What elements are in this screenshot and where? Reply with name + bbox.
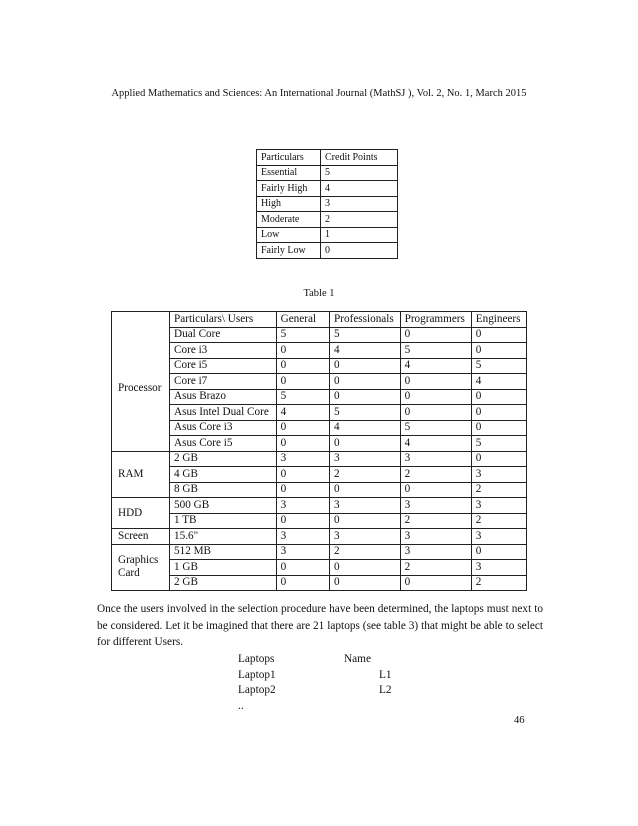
credit-table-row: [257, 212, 398, 228]
table-caption: Table 1: [303, 288, 335, 299]
score-cell: 2: [400, 560, 471, 576]
score-cell: 3: [276, 529, 329, 545]
score-cell: 0: [400, 389, 471, 405]
score-cell: 0: [330, 436, 401, 452]
main-table-row: [112, 436, 527, 452]
name-header-label: Name: [344, 653, 371, 665]
credit-table-header-cell: Credit Points: [321, 150, 398, 166]
component-cell: Core i5: [170, 358, 277, 374]
score-cell: 0: [276, 343, 329, 359]
score-cell: 2: [471, 482, 526, 498]
score-cell: 3: [471, 560, 526, 576]
score-cell: 0: [330, 560, 401, 576]
component-cell: 4 GB: [170, 467, 277, 483]
group-label-cell: Graphics Card: [112, 544, 170, 591]
component-cell: 2 GB: [170, 451, 277, 467]
credit-table-header-row: [257, 150, 398, 166]
score-cell: 5: [400, 343, 471, 359]
credit-table-cell: High: [257, 196, 321, 212]
main-table-row: [112, 405, 527, 421]
score-cell: 0: [276, 513, 329, 529]
score-cell: 0: [330, 389, 401, 405]
laptop-name: L1: [379, 668, 392, 681]
laptop-name: L2: [379, 684, 392, 696]
group-label-cell: Screen: [112, 529, 170, 545]
credit-table-cell: Moderate: [257, 212, 321, 228]
score-cell: 0: [400, 327, 471, 343]
component-cell: Asus Brazo: [170, 389, 277, 405]
score-cell: 5: [471, 358, 526, 374]
credit-table-cell: 4: [321, 181, 398, 197]
credit-table-cell: 5: [321, 165, 398, 181]
score-cell: 0: [276, 482, 329, 498]
score-cell: 0: [330, 575, 401, 591]
component-cell: 15.6": [170, 529, 277, 545]
score-cell: 0: [471, 389, 526, 405]
score-cell: 2: [330, 544, 401, 560]
score-cell: 3: [471, 498, 526, 514]
main-table-row: [112, 451, 527, 467]
main-table-header-cell: Programmers: [400, 312, 471, 328]
component-cell: Asus Intel Dual Core: [170, 405, 277, 421]
score-cell: 2: [400, 513, 471, 529]
score-cell: 3: [276, 544, 329, 560]
laptop-label: Laptop2: [238, 684, 276, 696]
score-cell: 2: [400, 467, 471, 483]
main-table-row: [112, 374, 527, 390]
score-cell: 0: [471, 343, 526, 359]
score-cell: 3: [400, 529, 471, 545]
score-cell: 3: [400, 498, 471, 514]
main-table-row: [112, 467, 527, 483]
component-cell: Asus Core i5: [170, 436, 277, 452]
score-cell: 5: [276, 389, 329, 405]
credit-table-cell: Low: [257, 227, 321, 243]
score-cell: 0: [276, 575, 329, 591]
laptop-label: Laptop1: [238, 668, 276, 681]
score-cell: 5: [400, 420, 471, 436]
score-cell: 0: [330, 482, 401, 498]
score-cell: 0: [276, 467, 329, 483]
component-cell: Asus Core i3: [170, 420, 277, 436]
score-cell: 3: [400, 451, 471, 467]
component-cell: 1 GB: [170, 560, 277, 576]
score-cell: 2: [330, 467, 401, 483]
component-cell: Core i3: [170, 343, 277, 359]
score-cell: 3: [330, 529, 401, 545]
credit-table-cell: 0: [321, 243, 398, 259]
score-cell: 4: [330, 343, 401, 359]
main-table-row: [112, 529, 527, 545]
score-cell: 0: [330, 358, 401, 374]
component-cell: 500 GB: [170, 498, 277, 514]
score-cell: 2: [471, 575, 526, 591]
score-cell: 5: [276, 327, 329, 343]
score-cell: 3: [330, 498, 401, 514]
score-cell: 3: [471, 467, 526, 483]
user-requirements-table: [111, 311, 527, 591]
credit-points-table: [256, 149, 398, 259]
main-table-row: [112, 544, 527, 560]
score-cell: 4: [330, 420, 401, 436]
credit-table-cell: Fairly Low: [257, 243, 321, 259]
credit-table-cell: 3: [321, 196, 398, 212]
score-cell: 5: [330, 327, 401, 343]
score-cell: 0: [276, 436, 329, 452]
main-table-corner-cell: [112, 312, 170, 328]
credit-table-cell: Fairly High: [257, 181, 321, 197]
ellipsis-text: ..: [238, 699, 244, 712]
main-table-row: [112, 575, 527, 591]
page-number: 46: [514, 715, 525, 726]
main-table-row: [112, 420, 527, 436]
score-cell: 0: [471, 327, 526, 343]
group-label-cell: HDD: [112, 498, 170, 529]
score-cell: 0: [471, 544, 526, 560]
main-table-row: [112, 498, 527, 514]
running-header: Applied Mathematics and Sciences: An International Journal (MathSJ ), Vol. 2, No. 1, March 2015: [111, 88, 527, 99]
score-cell: 0: [276, 374, 329, 390]
score-cell: 0: [276, 560, 329, 576]
main-table-header-row: [112, 312, 527, 328]
credit-table-row: [257, 227, 398, 243]
credit-table-header-cell: Particulars: [257, 150, 321, 166]
component-cell: 2 GB: [170, 575, 277, 591]
main-table-row: [112, 358, 527, 374]
score-cell: 0: [400, 482, 471, 498]
component-cell: Dual Core: [170, 327, 277, 343]
component-cell: 8 GB: [170, 482, 277, 498]
credit-table-cell: Essential: [257, 165, 321, 181]
score-cell: 0: [400, 405, 471, 421]
score-cell: 3: [471, 529, 526, 545]
main-table-header-cell: General: [276, 312, 329, 328]
component-cell: 1 TB: [170, 513, 277, 529]
score-cell: 0: [400, 575, 471, 591]
score-cell: 0: [471, 451, 526, 467]
score-cell: 5: [330, 405, 401, 421]
score-cell: 0: [330, 374, 401, 390]
score-cell: 0: [276, 358, 329, 374]
score-cell: 3: [330, 451, 401, 467]
score-cell: 0: [330, 513, 401, 529]
main-table-row: [112, 343, 527, 359]
credit-table-row: [257, 196, 398, 212]
main-table-row: [112, 482, 527, 498]
main-table-row: [112, 513, 527, 529]
score-cell: 4: [400, 436, 471, 452]
score-cell: 2: [471, 513, 526, 529]
group-label-cell: RAM: [112, 451, 170, 498]
laptops-header-label: Laptops: [238, 653, 275, 665]
credit-table-row: [257, 243, 398, 259]
main-table-header-cell: Engineers: [471, 312, 526, 328]
score-cell: 5: [471, 436, 526, 452]
component-cell: Core i7: [170, 374, 277, 390]
group-label-cell: Processor: [112, 327, 170, 451]
score-cell: 4: [400, 358, 471, 374]
score-cell: 0: [471, 420, 526, 436]
score-cell: 3: [276, 451, 329, 467]
credit-table-cell: 2: [321, 212, 398, 228]
main-table-row: [112, 327, 527, 343]
score-cell: 0: [471, 405, 526, 421]
main-table-row: [112, 389, 527, 405]
credit-table-row: [257, 181, 398, 197]
main-table-header-cell: Particulars\ Users: [170, 312, 277, 328]
component-cell: 512 MB: [170, 544, 277, 560]
score-cell: 4: [471, 374, 526, 390]
credit-table-cell: 1: [321, 227, 398, 243]
score-cell: 0: [400, 374, 471, 390]
score-cell: 0: [276, 420, 329, 436]
score-cell: 3: [400, 544, 471, 560]
score-cell: 4: [276, 405, 329, 421]
body-paragraph: Once the users involved in the selection procedure have been determined, the laptops must next to be considered. Let it be imagined that there are 21 laptops (see table 3) that might be able to select for different Users.: [97, 603, 543, 648]
score-cell: 3: [276, 498, 329, 514]
main-table-row: [112, 560, 527, 576]
credit-table-row: [257, 165, 398, 181]
main-table-header-cell: Professionals: [330, 312, 401, 328]
